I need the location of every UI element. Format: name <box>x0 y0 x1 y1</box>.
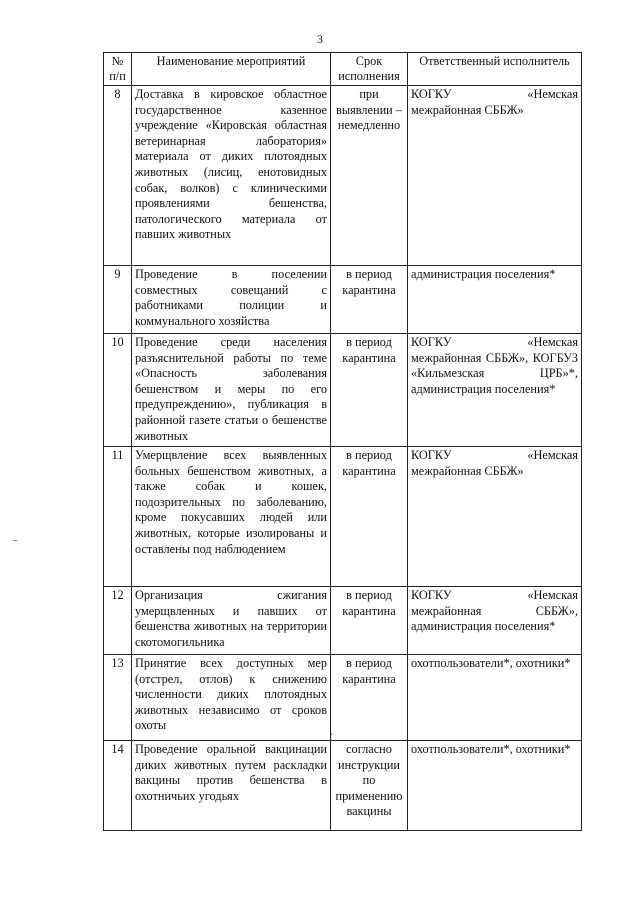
row-number: 13 <box>104 655 132 741</box>
table-row <box>104 655 582 741</box>
row-deadline: в период карантина <box>331 334 408 447</box>
row-responsible: КОГКУ «Немская межрайонная СББЖ» <box>408 447 582 587</box>
row-number: 11 <box>104 447 132 587</box>
table-row <box>104 587 582 655</box>
row-deadline: при выявлении – немедленно <box>331 86 408 266</box>
row-measure-name: Проведение оральной вакцинации диких животных путем раскладки вакцины против бешенства в охотничьих угодьях <box>132 741 331 831</box>
table-row <box>104 447 582 587</box>
header-measure-name: Наименование мероприятий <box>132 53 331 86</box>
row-deadline: в период карантина <box>331 655 408 741</box>
header-number: № п/п <box>104 53 132 86</box>
table-row <box>104 334 582 447</box>
row-responsible: КОГКУ «Немская межрайонная СББЖ» <box>408 86 582 266</box>
row-responsible: администрация поселения* <box>408 266 582 334</box>
row-measure-name: Принятие всех доступных мер (отстрел, отлов) к снижению численности диких плотоядных животных независимо от сроков охоты <box>132 655 331 741</box>
table-row <box>104 86 582 266</box>
row-number: 9 <box>104 266 132 334</box>
header-responsible: Ответственный исполнитель <box>408 53 582 86</box>
row-deadline: в период карантина <box>331 587 408 655</box>
row-measure-name: Проведение среди населения разъяснительной работы по теме «Опасность заболевания бешенством и меры по его предупреждению», публикация в районной газете статьи о бешенстве животных <box>132 334 331 447</box>
table-row <box>104 741 582 831</box>
row-measure-name: Умерщвление всех выявленных больных бешенством животных, а также собак и кошек, подозрительных по заболеванию, кроме покусавших людей или животных, которые изолированы и оставлены под наблюдением <box>132 447 331 587</box>
measures-table <box>103 52 582 831</box>
row-responsible: охотпользователи*, охотники* <box>408 655 582 741</box>
row-responsible: КОГКУ «Немская межрайонная СББЖ», администрация поселения* <box>408 587 582 655</box>
row-measure-name: Доставка в кировское областное государственное казенное учреждение «Кировская областная ветеринарная лаборатория» материала от диких плотоядных животных (лисиц, енотовидных собак, волков) с клиническими проявлениями бешенства, патологического материала от павших животных <box>132 86 331 266</box>
row-deadline: в период карантина <box>331 447 408 587</box>
row-number: 10 <box>104 334 132 447</box>
scan-margin-mark <box>13 540 17 541</box>
row-number: 8 <box>104 86 132 266</box>
row-responsible: охотпользователи*, охотники* <box>408 741 582 831</box>
row-deadline: согласно инструкции по применению вакцины <box>331 741 408 831</box>
row-measure-name: Организация сжигания умерщвленных и павших от бешенства животных на территории скотомогильника <box>132 587 331 655</box>
table-row <box>104 266 582 334</box>
table-header-row <box>104 53 582 86</box>
header-deadline: Срок исполнения <box>331 53 408 86</box>
row-deadline: в период карантина <box>331 266 408 334</box>
row-number: 12 <box>104 587 132 655</box>
row-responsible: КОГКУ «Немская межрайонная СББЖ», КОГБУЗ «Кильмезская ЦРБ»*, администрация поселения* <box>408 334 582 447</box>
row-measure-name: Проведение в поселении совместных совещаний с работниками полиции и коммунального хозяйства <box>132 266 331 334</box>
row-number: 14 <box>104 741 132 831</box>
page-number: 3 <box>317 32 323 46</box>
